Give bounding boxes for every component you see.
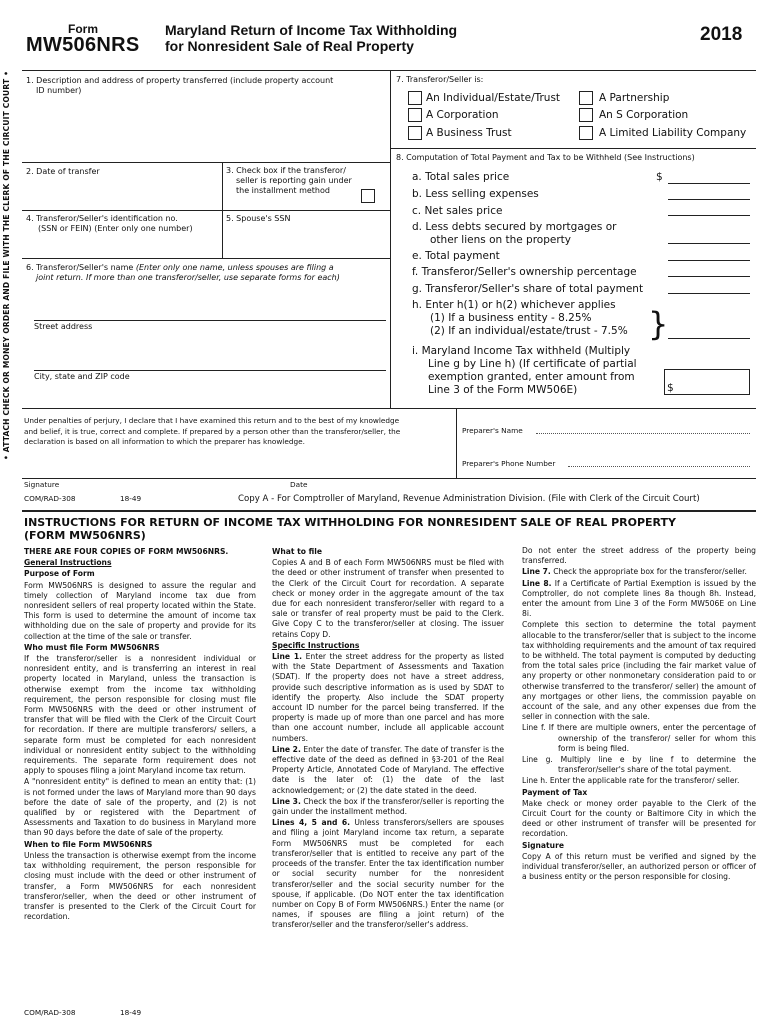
instructions-column-3: [522, 546, 756, 884]
name-underline: [34, 320, 386, 321]
field-8-label: 8. Computation of Total Payment and Tax to be Withheld (See Instructions): [396, 153, 695, 162]
line-3-text: Check the box if the transferor/seller is reporting the gain under the installment method.: [272, 796, 505, 817]
who-must-file-text: If the transferor/seller is a nonresident individual or nonresident entity, and is transferring an interest in real property located in Maryland, unless the transaction is otherwise exempt from the income tax withholding requirement, the person responsible for closing must file Form MW506NRS with the deed or other instrument of transfer that will be filed with the Clerk of the Circuit Court for recordation. If there are multiple transferors/ sellers, a separate form must be completed for each nonresident individual or nonresident entity subject to the withholding requirements. The separate form requirement does not apply to spouses filing a joint Maryland income tax return.: [24, 654, 256, 776]
field-4-input[interactable]: [24, 236, 220, 256]
llc-option: A Limited Liability Company: [599, 127, 747, 139]
dollar-sign: $: [656, 171, 663, 183]
form-title-line2: for Nonresident Sale of Real Property: [165, 38, 414, 54]
line-2-text: Enter the date of transfer. The date of transfer is the effective date of the deed as defined in §3-201 of the Real Property Article, Annotated Code of Maryland. The effective date is the later of: (1) the date of the last acknowledgement; or (2) the date stated in the deed.: [272, 744, 504, 795]
line-8i-line3: exemption granted, enter amount from: [428, 371, 635, 383]
when-to-file-text: Unless the transaction is otherwise exempt from the income tax withholding requirement, the person responsible for closing must include with the deed or other instrument of transfer, a Form MW506NRS for each nonresident transferor/seller, when the deed or other instrument of transfer is presented to the Clerk of the Circuit Court for recordation.: [24, 850, 256, 922]
partnership-checkbox[interactable]: [579, 91, 593, 105]
line-8i-label: [412, 345, 637, 397]
field-3-line2: seller is reporting gain under: [236, 176, 352, 185]
what-to-file-text: Copies A and B of each Form MW506NRS must be filed with the deed or other instrument of transfer when presented to the Clerk of the Circuit Court for recordation. A separate check or money order in the aggregate amount of the tax due for each nonresident transferor/seller with regard to a sale or transfer of real property must be paid to the Clerk. Give Copy C to the transferor/seller at closing. The issuer retains Copy D.: [272, 558, 504, 639]
signature-label: Signature: [24, 480, 60, 489]
signature-heading: Signature: [522, 840, 564, 850]
line-8e-label: e. Total payment: [412, 250, 500, 262]
form-code: 18-49: [120, 494, 142, 503]
field-6-note2: joint return. If more than one transferor/seller, use separate forms for each): [36, 273, 340, 282]
divider: [22, 510, 756, 512]
line-8i-line1: i. Maryland Income Tax withheld (Multiply: [412, 345, 631, 357]
who-must-file-heading: Who must file Form MW506NRS: [24, 642, 160, 652]
field-1-input[interactable]: [24, 100, 386, 160]
field-2-label: 2. Date of transfer: [26, 167, 100, 176]
field-5-input[interactable]: [224, 226, 388, 256]
divider: [390, 148, 756, 149]
preparer-name-input[interactable]: [536, 433, 750, 434]
individual-checkbox[interactable]: [408, 91, 422, 105]
line-8f-input[interactable]: [668, 276, 750, 277]
line-8-heading: Line 8.: [522, 578, 552, 588]
field-4-line1: 4. Transferor/Seller's identification no.: [26, 214, 178, 223]
perjury-declaration: [24, 416, 450, 448]
line-8h-label: [412, 299, 628, 338]
field-3-line3: the installment method: [236, 186, 330, 195]
form-title-line1: Maryland Return of Income Tax Withholding: [165, 22, 458, 38]
line-8e-input[interactable]: [668, 260, 750, 261]
corporation-option: A Corporation: [426, 109, 499, 121]
line-7-text: Check the appropriate box for the transferor/seller.: [553, 567, 747, 577]
field-1-line2: ID number): [36, 86, 82, 95]
payment-text: Make check or money order payable to the Clerk of the Circuit Court for the county or Baltimore City in which the deed or other instrument of transfer will be presented for recordation.: [522, 798, 756, 839]
line-3-heading: Line 3.: [272, 796, 301, 806]
preparer-phone-label: Preparer's Phone Number: [462, 459, 556, 468]
line-g-text: Line g. Multiply line e by line f to determine the transferor/seller's share of the total payment.: [522, 755, 756, 775]
field-1-label: [26, 76, 333, 96]
line-1-text: Enter the street address for the property as listed with the State Department of Assessments and Taxation (SDAT). If the property does not have a street address, provide such descriptive information as is used by SDAT to identify the property. Also include the SDAT property account ID number for the parcel being transferred. If the property is made up of more than one parcel and has more than one account number, include all applicable account numbers.: [272, 652, 504, 743]
field-3-label: [226, 166, 352, 196]
lines-4-6-heading: Lines 4, 5 and 6.: [272, 818, 351, 828]
field-5-label: 5. Spouse's SSN: [226, 214, 291, 223]
line-8c-input[interactable]: [668, 215, 750, 216]
divider: [390, 70, 391, 408]
form-year: 2018: [700, 24, 743, 45]
brace: }: [648, 305, 669, 343]
line-8h-input[interactable]: [668, 338, 750, 339]
seller-name-input[interactable]: [34, 288, 386, 318]
line-8b-input[interactable]: [668, 199, 750, 200]
line-8a-input[interactable]: [668, 183, 750, 184]
llc-checkbox[interactable]: [579, 126, 593, 140]
line-8i-dollar: $: [667, 382, 674, 394]
declaration-line3: declaration is based on all information to which the preparer has knowledge.: [24, 437, 305, 446]
line-8a-label: a. Total sales price: [412, 171, 510, 183]
line-8h-line: h. Enter h(1) or h(2) whichever applies: [412, 299, 616, 311]
line-8d-input[interactable]: [668, 243, 750, 244]
declaration-line2: and belief, it is true, correct and complete. If prepared by a person other than the transferor/seller, the: [24, 426, 401, 436]
lines-4-6-text: Unless transferors/sellers are spouses and filing a joint Maryland income tax return, a separate Form MW506NRS must be completed for each transferor/seller that is entitled to receive any part of the proceeds of the transfer. Enter the tax identification number or social security number for the nonresident transferor/seller and the social security number for the spouse, if applicable. (Do NOT enter the tax identification number on Copy B of Form MW506NRS.) Enter the name (or names, if spouses are filing a joint return) of the transferor/seller and the transferor/seller's address.: [272, 818, 504, 930]
specific-instructions-heading: Specific Instructions: [272, 640, 360, 650]
com-rad-code: COM/RAD-308: [24, 494, 76, 503]
copies-heading: THERE ARE FOUR COPIES OF FORM MW506NRS.: [24, 547, 229, 556]
line-8i-input[interactable]: [664, 369, 750, 395]
s-corporation-checkbox[interactable]: [579, 108, 593, 122]
form-title: [165, 22, 457, 54]
line-8h2: (2) If an individual/estate/trust - 7.5%: [430, 325, 628, 337]
street-input[interactable]: [34, 336, 386, 368]
field-6-note1: (Enter only one name, unless spouses are filing a: [135, 263, 334, 272]
divider: [22, 478, 756, 479]
field-6-title: 6. Transferor/Seller's name: [26, 263, 134, 272]
divider: [22, 162, 390, 163]
field-2-input[interactable]: [24, 180, 220, 208]
field-6-label: [26, 263, 388, 283]
corporation-checkbox[interactable]: [408, 108, 422, 122]
instructions-title-line2: (FORM MW506NRS): [24, 529, 146, 542]
city-label: City, state and ZIP code: [34, 372, 130, 381]
s-corporation-option: An S Corporation: [599, 109, 689, 121]
line-8g-input[interactable]: [668, 293, 750, 294]
when-to-file-heading: When to file Form MW506NRS: [24, 839, 153, 849]
field-7-label: 7. Transferor/Seller is:: [396, 75, 484, 84]
line-8-text: If a Certificate of Partial Exemption is issued by the Comptroller, do not complete lines 8a though 8h. Instead, enter the amount from Line 3 of the Form MW506E on Line 8i.: [522, 578, 757, 619]
line-h-text: Line h. Enter the applicable rate for the transferor/ seller.: [522, 776, 740, 786]
divider: [22, 70, 756, 71]
purpose-text: Form MW506NRS is designed to assure the regular and timely collection of Maryland income tax due from nonresident sellers of real property located within the State. This form is used to determine the amount of income tax withholding due on the sale of property and provide for its collection at the time of the sale or transfer.: [24, 580, 256, 641]
side-instruction: • ATTACH CHECK OR MONEY ORDER AND FILE WITH THE CLERK OF THE CIRCUIT COURT •: [2, 70, 11, 460]
line-8d-line1: d. Less debts secured by mortgages or: [412, 221, 617, 233]
line-8d-line2: other liens on the property: [430, 234, 572, 246]
form-label: Form: [68, 22, 98, 36]
computation-text: Complete this section to determine the total payment allocable to the transferor/seller that is subject to the income tax withholding requirements and the amount of tax required to be withheld. The total payment is computed by deducting from the total sales price (including the fair market value of any property or other nonmonetary consideration paid to or otherwise transferred to the transferor/ seller) the amount of any mortgages or other liens, the commission payable on account of the sale, and any other expenses due from the seller in connection with the sale.: [522, 620, 756, 722]
nonresident-entity-text: A "nonresident entity" is defined to mean an entity that: (1) is not formed under the laws of Maryland more than 90 days before the date of sale of the property, and (2) is not qualified by or registered with the Department of Assessments and Taxation to do business in Maryland more than 90 days before the date of sale of the property.: [24, 777, 256, 838]
declaration-line1: Under penalties of perjury, I declare that I have examined this return and to the best of my knowledge: [24, 416, 400, 425]
instructions-title: [24, 516, 676, 542]
individual-option: An Individual/Estate/Trust: [426, 92, 561, 104]
footer-code: 18-49: [120, 1008, 142, 1017]
general-instructions-heading: General Instructions: [24, 558, 112, 568]
signature-text: Copy A of this return must be verified and signed by the individual transferor/seller, an authorized person or officer of a business entity or the person responsible for closing.: [522, 851, 756, 882]
partnership-option: A Partnership: [599, 92, 670, 104]
form-number: MW506NRS: [26, 34, 140, 56]
street-underline: [34, 370, 386, 371]
line-8f-label: f. Transferor/Seller's ownership percentage: [412, 266, 637, 278]
city-input[interactable]: [34, 384, 386, 406]
business-trust-checkbox[interactable]: [408, 126, 422, 140]
line-1-heading: Line 1.: [272, 652, 302, 662]
divider: [456, 408, 457, 478]
divider: [22, 258, 390, 259]
what-to-file-heading: What to file: [272, 547, 323, 556]
copy-a-note: Copy A - For Comptroller of Maryland, Revenue Administration Division. (File with Clerk of the Circuit Court): [238, 494, 700, 504]
field-3-line1: 3. Check box if the transferor/: [226, 166, 346, 175]
field-4-line2: (SSN or FEIN) (Enter only one number): [38, 224, 193, 233]
line-8g-label: g. Transferor/Seller's share of total payment: [412, 283, 644, 295]
purpose-heading: Purpose of Form: [24, 569, 95, 579]
address-note: Do not enter the street address of the property being transferred.: [522, 546, 756, 566]
line-8b-label: b. Less selling expenses: [412, 188, 539, 200]
line-2-heading: Line 2.: [272, 744, 301, 754]
business-trust-option: A Business Trust: [426, 127, 512, 139]
preparer-name-label: Preparer's Name: [462, 426, 523, 435]
instructions-column-2: [272, 546, 504, 932]
date-label: Date: [290, 480, 308, 489]
instructions-title-line1: INSTRUCTIONS FOR RETURN OF INCOME TAX WITHHOLDING FOR NONRESIDENT SALE OF REAL PROPERTY: [24, 516, 677, 529]
line-8i-line2: Line g by Line h) (If certificate of partial: [428, 358, 637, 370]
line-8d-label: [412, 221, 616, 247]
line-7-heading: Line 7.: [522, 567, 551, 577]
payment-heading: Payment of Tax: [522, 787, 588, 797]
preparer-phone-input[interactable]: [568, 466, 750, 467]
line-8h1: (1) If a business entity - 8.25%: [430, 312, 592, 324]
field-4-label: [26, 214, 193, 234]
footer-com-rad: COM/RAD-308: [24, 1008, 76, 1017]
divider: [22, 210, 390, 211]
installment-checkbox[interactable]: [361, 189, 375, 203]
field-1-line1: 1. Description and address of property transferred (include property account: [26, 76, 334, 85]
street-label: Street address: [34, 322, 93, 331]
line-8c-label: c. Net sales price: [412, 205, 503, 217]
line-8i-line4: Line 3 of the Form MW506E): [428, 384, 578, 396]
line-f-text: Line f. If there are multiple owners, enter the percentage of ownership of the transferor/ seller for whom this form is being filed.: [522, 723, 756, 753]
instructions-column-1: [24, 546, 256, 923]
divider: [22, 408, 756, 409]
